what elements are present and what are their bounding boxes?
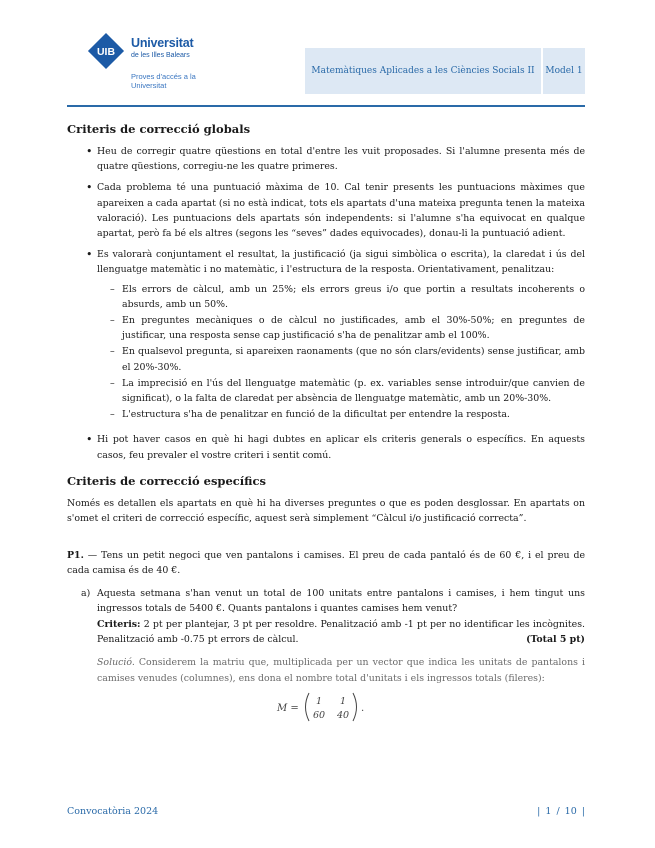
page-content (67, 121, 585, 729)
penalty-item: – L'estructura s'ha de penalitzar en funció de la dificultat per entendre la resposta. (110, 407, 585, 422)
uib-logo-icon (87, 32, 125, 70)
matrix-cell: 1 (339, 695, 347, 707)
penalty-item: – En qualsevol pregunta, si apareixen raonaments (que no són clars/evidents) sense justificar, amb el 20%-30%. (110, 344, 585, 374)
list-item: • Heu de corregir quatre qüestions en total d'entre les vuit proposades. Si l'alumne presenta més de quatre qüestions, corregiu-ne les quatre primeres. (67, 144, 585, 174)
footer-session: Convocatòria 2024 (67, 806, 159, 817)
logo-subtitle: de les Illes Balears (131, 52, 190, 59)
problem-text: — Tens un petit negoci que ven pantalons i camises. El preu de cada pantaló és de 60 €, i el preu de cada camisa és de 40 €. (67, 550, 585, 577)
matrix-cell: 60 (312, 709, 326, 721)
part-criteria (97, 617, 585, 647)
matrix-svg (271, 690, 381, 724)
header-divider (67, 105, 585, 107)
matrix-bracket-right (353, 693, 357, 721)
part-letter: a) (81, 587, 91, 599)
page-number: | 1 / 10 | (537, 806, 585, 817)
problem-part-a (67, 586, 585, 648)
matrix-period: . (361, 702, 365, 714)
model-label: Model 1 (543, 48, 585, 94)
criteria-label: Criteris: (97, 619, 141, 631)
part-text: Aquesta setmana s'han venut un total de 100 unitats entre pantalons i camises, i hem tingut uns ingressos totals de 5400 €. Quants pantalons i quantes camises hem venut? (97, 587, 585, 614)
list-item-text: Es valorarà conjuntament el resultat, la justificació (ja sigui simbòlica o escrita), la claredat i ús del llenguatge matemàtic i no matemàtic, i l'estructura de la resposta. Orientativament, penalitzau: (97, 249, 585, 276)
problem-label: P1. (67, 550, 84, 562)
matrix-formula (67, 690, 585, 729)
solution-text: Considerem la matriu que, multiplicada per un vector que indica les unitats de pantalons i camises venudes (columnes), ens dona el nombre total d'unitats i els ingressos totals (fileres): (97, 657, 585, 684)
specific-criteria-intro: Només es detallen els apartats en què hi ha diverses preguntes o que es poden desglossar. En apartats on s'omet el criteri de correcció específic, aquest serà simplement “Càlcul i/o justificació correcta”. (67, 497, 585, 525)
specific-criteria-heading: Criteris de correcció específics (67, 473, 266, 488)
solution (67, 655, 585, 685)
global-criteria-list (67, 144, 585, 463)
matrix-bracket-left (306, 693, 310, 721)
penalty-item: – La imprecisió en l'ús del llenguatge matemàtic (p. ex. variables sense introduir/que canvien de significat), o la falta de claredat per absència de llenguatge matemàtic, amb un 20%-30%. (110, 376, 585, 406)
solution-label: Solució. (97, 657, 135, 669)
list-item: • Cada problema té una puntuació màxima de 10. Cal tenir presents les puntuacions màximes que apareixen a cada apartat (si no està indicat, tots els apartats d'una mateixa pregunta tenen la mateixa valoració). Les puntuacions dels apartats són independents: si l'alumne s'ha equivocat en qualque apartat, però fa bé els altres (segons les “seves” dades equivocades), donau-li la puntuació adient. (67, 180, 585, 241)
penalty-list (97, 282, 585, 423)
logo-name: Universitat (131, 36, 194, 50)
uib-logo (87, 32, 237, 112)
subject-title: Matemàtiques Aplicades a les Ciències Socials II (305, 48, 541, 94)
part-total: (Total 5 pt) (526, 634, 585, 646)
page-header (67, 18, 585, 110)
logo-badge-text: UIB (97, 46, 115, 58)
list-item (67, 247, 585, 422)
logo-motto: Proves d'accés a la Universitat (131, 72, 196, 90)
criteria-text: 2 pt per plantejar, 3 pt per resoldre. Penalització amb -1 pt per no identificar les incògnites. Penalització amb -0.75 pt errors de càlcul. (97, 619, 585, 646)
problem-statement (67, 548, 585, 578)
matrix-cell: 1 (315, 695, 323, 707)
list-item: • Hi pot haver casos en què hi hagi dubtes en aplicar els criteris generals o específics. En aquests casos, feu prevaler el vostre criteri i sentit comú. (67, 432, 585, 462)
matrix-cell: 40 (336, 709, 350, 721)
penalty-item: – En preguntes mecàniques o de càlcul no justificades, amb el 30%-50%; en preguntes de justificar, una resposta sense cap justificació s'ha de penalitzar amb el 100%. (110, 313, 585, 343)
penalty-item: – Els errors de càlcul, amb un 25%; els errors greus i/o que portin a resultats incoherents o absurds, amb un 50%. (110, 282, 585, 312)
matrix-name: M = (277, 702, 299, 714)
global-criteria-heading: Criteris de correcció globals (67, 122, 251, 136)
